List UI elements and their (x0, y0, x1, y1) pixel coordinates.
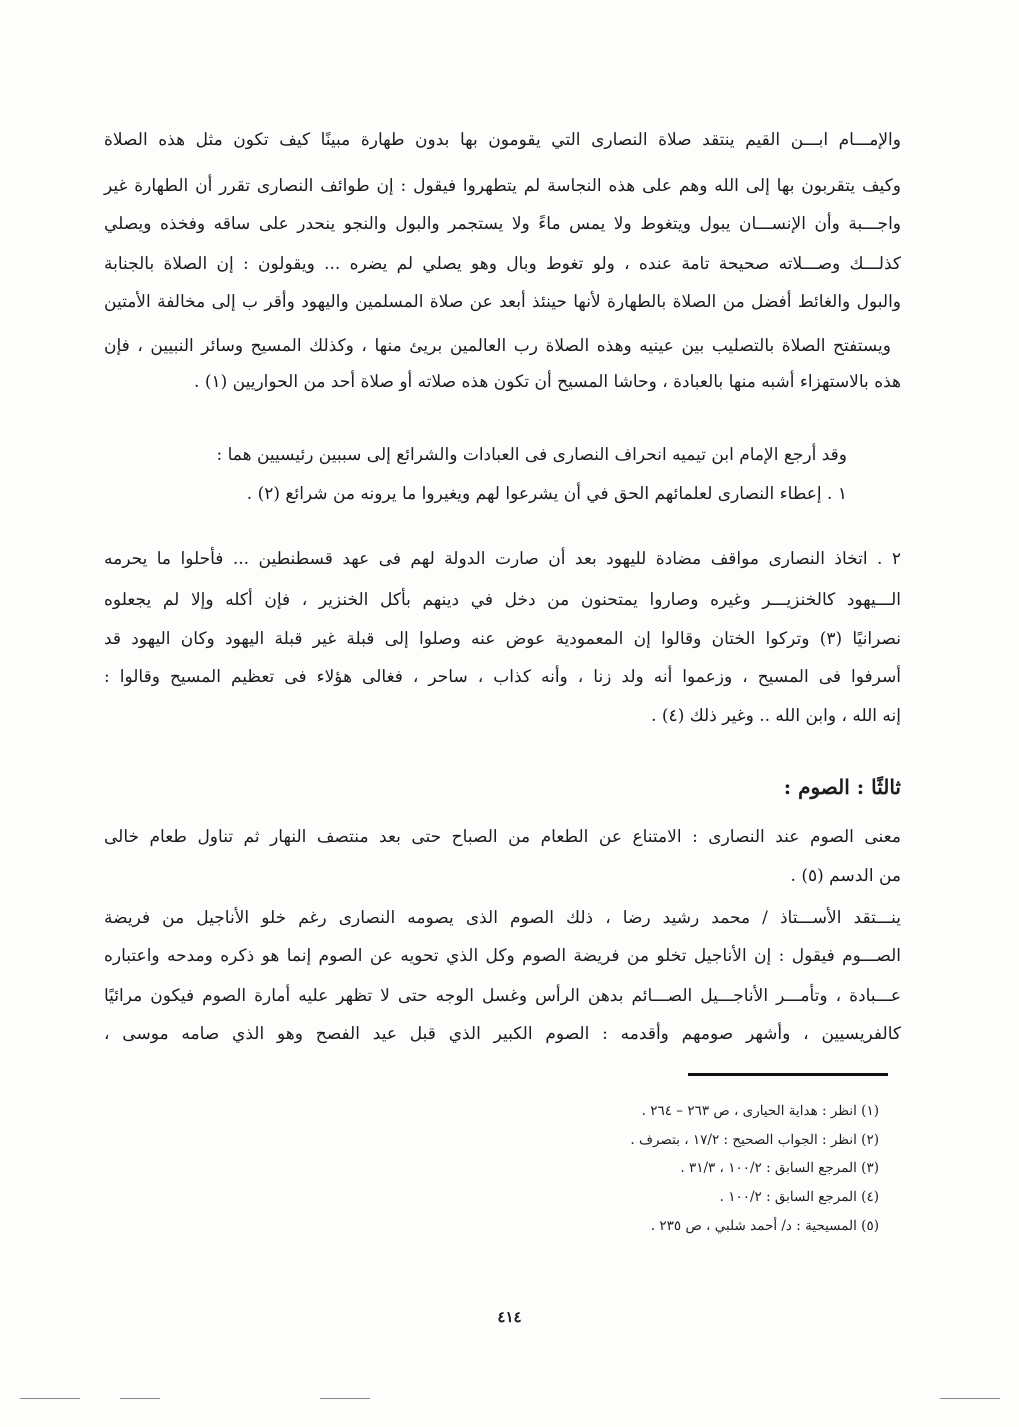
paragraph-2-line: وقد أرجع الإمام ابن تيميه انحراف النصارى فى العبادات والشرائع إلى سببين رئيسيين هما : (216, 445, 847, 465)
scan-artifact-line (20, 1398, 80, 1399)
paragraph-3-line: نصرانيًا (٣) وتركوا الختان وقالوا إن المعمودية عوض عنه وصلوا إلى قبلة غير قبلة اليهود وكان اليهود قد (104, 629, 901, 649)
paragraph-5-line: الصـــوم فيقول : إن الأناجيل تخلو من فريضة الصوم وكل الذي تحويه عن الصوم إنما هو ذكره ومدحه واعتباره (104, 946, 901, 966)
scan-artifact-line (120, 1398, 160, 1399)
paragraph-1-line: والبول والغائط أفضل من الصلاة بالطهارة لأنها حينئذ أبعد عن صلاة المسلمين واليهود وأقر ب إلى مخالفة الأمتين (104, 292, 901, 312)
page-number: ٤١٤ (497, 1308, 522, 1326)
footnote-separator (688, 1073, 888, 1076)
paragraph-1-line: ويستفتح الصلاة بالتصليب بين عينيه وهذه الصلاة رب العالمين بريئ منها ، وكذلك المسيح وسائر النبيين ، فإن (104, 336, 891, 356)
scan-artifact-line (320, 1398, 370, 1399)
paragraph-3-line: الـــيهود كالخنزيـــر وغيره وصاروا يمتحنون من دخل في دينهم بأكل الخنزير ، فإن أكله وإلا لم يجعلوه (104, 590, 901, 610)
paragraph-4-line: معنى الصوم عند النصارى : الامتناع عن الطعام من الصباح حتى بعد منتصف النهار ثم تناول طعام خالى (104, 827, 901, 847)
footnote: (٤) المرجع السابق : ١٠٠/٢ . (719, 1189, 879, 1205)
paragraph-1-line: واجـــبة وأن الإنســـان يبول ويتغوط ولا يمس ماءً ولا يستجمر والبول والنجو ينحدر على ساقه وفخذه ويصلي (104, 214, 901, 234)
footnote: (١) انظر : هداية الحيارى ، ص ٢٦٣ – ٢٦٤ . (641, 1103, 879, 1119)
section-heading: ثالثًا : الصوم : (783, 775, 901, 799)
paragraph-4-line: من الدسم (٥) . (790, 866, 901, 886)
paragraph-5-line: ينـــتقد الأســـتاذ / محمد رشيد رضا ، ذلك الصوم الذى يصومه النصارى رغم خلو الأناجيل من فريضة (104, 908, 901, 928)
paragraph-3-line: ٢ . اتخاذ النصارى مواقف مضادة لليهود بعد أن صارت الدولة لهم فى عهد قسطنطين ... فأحلوا ما يحرمه (104, 549, 901, 569)
paragraph-1-line: كذلـــك وصـــلاته صحيحة تامة عنده ، ولو تغوط وبال وهو يصلي لم يضره ... ويقولون : إن الصلاة بالجنابة (104, 254, 901, 274)
paragraph-2-line: ١ . إعطاء النصارى لعلمائهم الحق في أن يشرعوا لهم ويغيروا ما يرونه من شرائع (٢) . (246, 484, 847, 504)
paragraph-5-line: كالفريسيين ، وأشهر صومهم وأقدمه : الصوم الكبير الذي قبل عيد الفصح وهو الذي صامه موسى ، (104, 1024, 901, 1044)
footnote: (٥) المسيحية : د/ أحمد شلبي ، ص ٢٣٥ . (650, 1218, 879, 1234)
paragraph-1-line: وكيف يتقربون بها إلى الله وهم على هذه النجاسة لم يتطهروا فيقول : إن طوائف النصارى تقرر أن الطهارة غير (104, 176, 901, 196)
paragraph-3-line: أسرفوا فى المسيح ، وزعموا أنه ولد زنا ، وأنه كذاب ، ساحر ، فغالى هؤلاء فى تعظيم المسيح وقالوا : (104, 667, 901, 687)
paragraph-3-line: إنه الله ، وابن الله .. وغير ذلك (٤) . (651, 706, 901, 726)
paragraph-5-line: عـــبادة ، وتأمـــر الأناجـــيل الصـــائم بدهن الرأس وغسل الوجه حتى لا تظهر عليه أمارة الصوم فيكون مرائيًا (104, 986, 901, 1006)
footnote: (٣) المرجع السابق : ١٠٠/٢ ، ٣١/٣ . (680, 1160, 879, 1176)
footnote: (٢) انظر : الجواب الصحيح : ١٧/٢ ، بتصرف . (630, 1132, 879, 1148)
scan-artifact-line (940, 1398, 1000, 1399)
paragraph-1-line: والإمـــام ابـــن القيم ينتقد صلاة النصارى التي يقومون بها بدون طهارة مبينًا كيف تكون مثل هذه الصلاة (104, 130, 901, 150)
paragraph-1-line: هذه بالاستهزاء أشبه منها بالعبادة ، وحاشا المسيح أن تكون هذه صلاته أو صلاة أحد من الحواريين (١) . (194, 372, 901, 392)
